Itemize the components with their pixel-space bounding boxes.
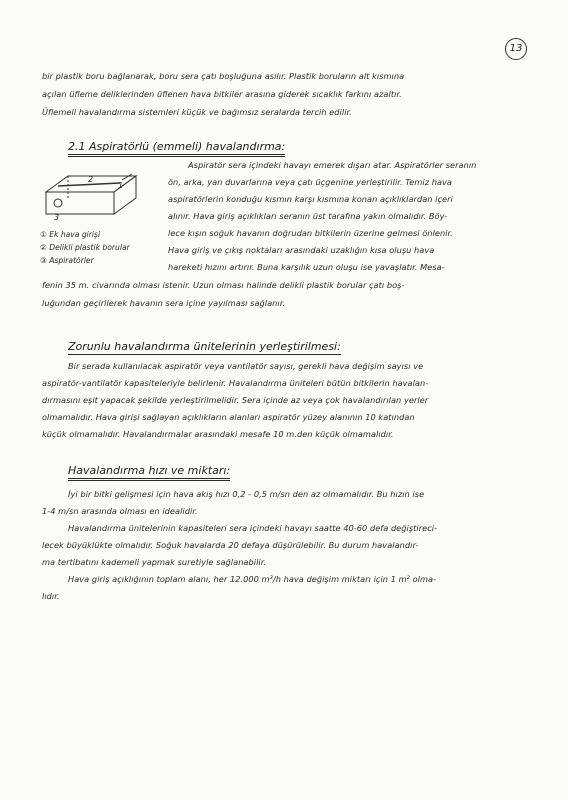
body-line: fenin 35 m. civarında olması istenir. Uzun olması halinde delikli plastik borular çatı boş- [42,280,405,290]
body-line: Havalandırma ünitelerinin kapasiteleri sera içindeki havayı saatte 40-60 defa değiştireci- [68,523,438,533]
diagram-label: 1 [118,181,124,190]
figure-legend-item: ② Delikli plastik borular [40,243,130,252]
section-heading-aspirator: 2.1 Aspiratörlü (emmeli) havalandırma: [68,140,285,157]
body-line: dırmasını eşit yapacak şekilde yerleştirilmelidir. Sera içinde az veya çok havalandırılan yerler [42,395,429,405]
body-line: Aspiratör sera içindeki havayı emerek dışarı atar. Aspiratörler seranın [188,160,477,170]
body-line: lıdır. [42,591,60,601]
section-heading-speed: Havalandırma hızı ve miktarı: [68,464,230,481]
body-line: aspiratörlerin konduğu kısmın karşı kısmına konan açıklıklardan içeri [168,194,453,204]
intro-line: bir plastik boru bağlanarak, boru sera çatı boşluğuna asılır. Plastik boruların alt kısmına [42,71,405,81]
body-line: lecek büyüklükte olmalıdır. Soğuk havalarda 20 defaya düşürülebilir. Bu durum havalandır- [42,540,419,550]
section-heading-placement: Zorunlu havalandırma ünitelerinin yerleştirilmesi: [68,340,341,353]
body-line: aspiratör-vantilatör kapasiteleriyle belirlenir. Havalandırma üniteleri bütün bitkilerin havalan- [42,378,429,388]
body-line: Hava giriş ve çıkış noktaları arasındaki uzaklığın kısa oluşu hava [168,245,435,255]
body-line: Bir serada kullanılacak aspiratör veya vantilatör sayısı, gerekli hava değişim sayısı ve [68,361,424,371]
intro-line: Üflemeli havalandırma sistemleri küçük ve bağımsız seralarda tercih edilir. [42,107,352,117]
body-line: ma tertibatını kademeli yapmak suretiyle sağlanabilir. [42,557,267,567]
body-line: olmamalıdır. Hava girişi sağlayan açıklıkların alanları aspiratör yüzey alanının 10 katından [42,412,415,422]
body-line: İyi bir bitki gelişmesi için hava akış hızı 0,2 - 0,5 m/sn den az olmamalıdır. Bu hızın ise [68,489,425,499]
body-line: Hava giriş açıklığının toplam alanı, her 12.000 m³/h hava değişim miktarı için 1 m² olma- [68,574,437,584]
body-line: luğundan geçirilerek havanın sera içine yayılması sağlanır. [42,298,286,308]
figure-legend-item: ① Ek hava girişi [40,230,101,239]
greenhouse-diagram [38,170,146,222]
figure-legend-item: ③ Aspiratörler [40,256,94,265]
body-line: lece kışın soğuk havanın doğrudan bitkilerin üzerine gelmesi önlenir. [168,228,453,238]
body-line: alınır. Hava giriş açıklıkları seranın üst tarafına yakın olmalıdır. Böy- [168,211,448,221]
diagram-label: 3 [54,213,60,222]
body-line: küçük olmamalıdır. Havalandırmalar arasındaki mesafe 10 m.den küçük olmamalıdır. [42,429,394,439]
body-line: hareketi hızını artırır. Buna karşılık uzun oluşu ise yavaşlatır. Mesa- [168,262,445,272]
body-line: ön, arka, yan duvarlarına veya çatı üçgenine yerleştirilir. Temiz hava [168,177,452,187]
page-number: 13 [505,38,527,60]
diagram-label: 2 [88,175,94,184]
body-line: 1-4 m/sn arasında olması en idealidir. [42,506,198,516]
intro-line: açılan üfleme deliklerinden üflenen hava bitkiler arasına giderek sıcaklık farkını azaltır. [42,89,402,99]
